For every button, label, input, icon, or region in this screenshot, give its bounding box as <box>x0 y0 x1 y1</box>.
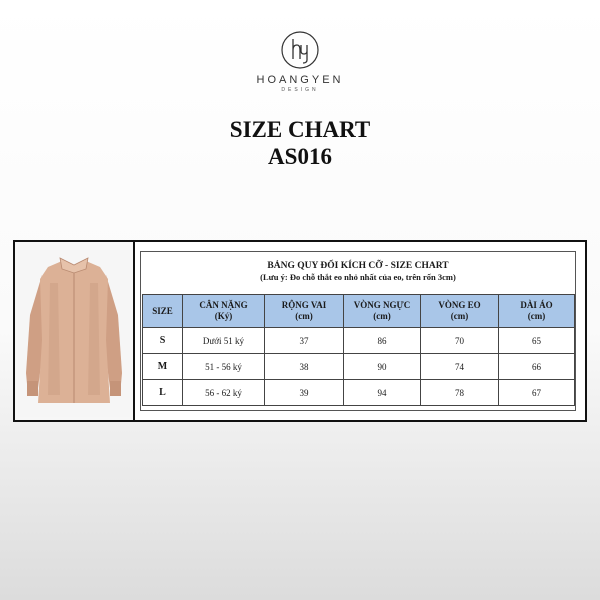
cell-length: 65 <box>499 328 575 354</box>
chart-heading: BẢNG QUY ĐỔI KÍCH CỠ - SIZE CHART <box>267 261 449 271</box>
brand-logo <box>0 30 600 93</box>
brand-name: HOANGYEN <box>256 74 344 86</box>
header-shoulder: RỘNG VAI (cm) <box>265 295 344 328</box>
size-table-panel <box>140 251 576 411</box>
header-chest: VÒNG NGỰC (cm) <box>344 295 421 328</box>
table-row <box>143 380 575 406</box>
header-weight: CÂN NẶNG (Ký) <box>183 295 265 328</box>
cell-shoulder: 38 <box>265 354 344 380</box>
cell-size: M <box>143 354 183 380</box>
cell-chest: 94 <box>344 380 421 406</box>
header-size: SIZE <box>143 295 183 328</box>
cell-weight: 51 - 56 ký <box>183 354 265 380</box>
page-title <box>0 116 600 170</box>
hy-monogram-icon <box>280 30 320 70</box>
header-waist: VÒNG EO (cm) <box>421 295 499 328</box>
cell-weight: Dưới 51 ký <box>183 328 265 354</box>
table-row <box>143 328 575 354</box>
cell-shoulder: 37 <box>265 328 344 354</box>
cell-chest: 86 <box>344 328 421 354</box>
cell-waist: 74 <box>421 354 499 380</box>
product-photo <box>15 242 135 420</box>
cell-weight: 56 - 62 ký <box>183 380 265 406</box>
cell-length: 66 <box>499 354 575 380</box>
cell-size: S <box>143 328 183 354</box>
cell-size: L <box>143 380 183 406</box>
cell-chest: 90 <box>344 354 421 380</box>
chart-note: (Lưu ý: Đo chỗ thắt eo nhỏ nhất của eo, trên rốn 3cm) <box>260 272 456 282</box>
cell-waist: 78 <box>421 380 499 406</box>
title-line-1: SIZE CHART <box>229 117 371 142</box>
size-table <box>142 294 575 406</box>
table-row <box>143 354 575 380</box>
brand-subtitle: DESIGN <box>281 87 319 93</box>
cell-shoulder: 39 <box>265 380 344 406</box>
header-length: DÀI ÁO (cm) <box>499 295 575 328</box>
title-line-2: AS016 <box>268 144 332 169</box>
shirt-photo <box>18 245 130 417</box>
table-header-row <box>143 295 575 328</box>
cell-length: 67 <box>499 380 575 406</box>
cell-waist: 70 <box>421 328 499 354</box>
